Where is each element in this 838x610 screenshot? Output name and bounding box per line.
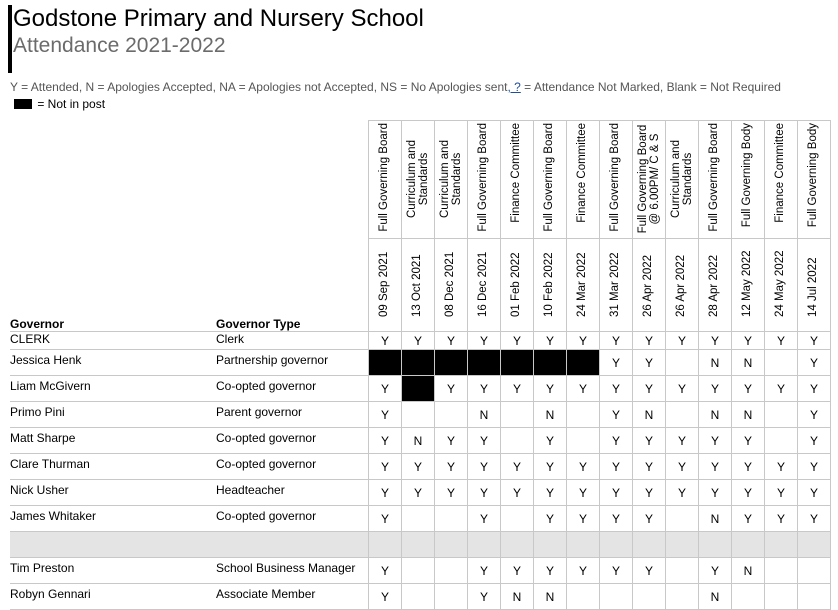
meeting-name-label: Full Governing Board bbox=[378, 123, 390, 232]
attendance-cell bbox=[435, 532, 468, 558]
meeting-date-label: 08 Dec 2021 bbox=[444, 251, 456, 317]
attendance-cell: Y bbox=[435, 332, 468, 350]
meeting-date-label: 26 Apr 2022 bbox=[675, 254, 687, 317]
meeting-date-header bbox=[699, 239, 732, 332]
attendance-cell bbox=[666, 402, 699, 428]
meeting-name-label: Full Governing Body bbox=[807, 123, 819, 228]
attendance-cell: Y bbox=[600, 506, 633, 532]
attendance-cell: Y bbox=[369, 584, 402, 610]
attendance-cell: Y bbox=[600, 480, 633, 506]
meeting-name-label: Curriculum and Standards bbox=[670, 140, 694, 218]
attendance-cell: Y bbox=[501, 376, 534, 402]
attendance-cell: Y bbox=[765, 454, 798, 480]
table-row bbox=[10, 332, 831, 350]
attendance-key bbox=[10, 80, 781, 94]
attendance-cell: Y bbox=[534, 376, 567, 402]
attendance-cell: Y bbox=[600, 454, 633, 480]
attendance-cell bbox=[567, 428, 600, 454]
attendance-cell: Y bbox=[468, 584, 501, 610]
meeting-name-header bbox=[600, 121, 633, 239]
attendance-cell: Y bbox=[798, 480, 831, 506]
meeting-name-header bbox=[765, 121, 798, 239]
meeting-name-label: Curriculum and Standards bbox=[439, 140, 463, 218]
governor-name: Tim Preston bbox=[10, 558, 216, 584]
meeting-name-label: Curriculum and Standards bbox=[406, 140, 430, 218]
meeting-date-label: 13 Oct 2021 bbox=[411, 254, 423, 317]
attendance-cell: Y bbox=[567, 376, 600, 402]
school-name: Godstone Primary and Nursery School bbox=[13, 5, 424, 32]
attendance-cell: Y bbox=[600, 558, 633, 584]
attendance-cell: N bbox=[402, 428, 435, 454]
attendance-cell: Y bbox=[633, 350, 666, 376]
attendance-cell bbox=[567, 584, 600, 610]
attendance-cell: Y bbox=[468, 480, 501, 506]
attendance-cell: Y bbox=[402, 454, 435, 480]
attendance-cell: Y bbox=[633, 376, 666, 402]
meeting-date-label: 26 Apr 2022 bbox=[642, 254, 654, 317]
attendance-cell: Y bbox=[369, 428, 402, 454]
attendance-cell: N bbox=[468, 402, 501, 428]
attendance-cell: N bbox=[633, 402, 666, 428]
governor-type: Headteacher bbox=[216, 480, 369, 506]
attendance-cell bbox=[633, 532, 666, 558]
meeting-name-label: Full Governing Board bbox=[708, 123, 720, 232]
attendance-cell bbox=[369, 532, 402, 558]
attendance-cell: Y bbox=[666, 480, 699, 506]
attendance-cell: Y bbox=[798, 454, 831, 480]
attendance-cell: Y bbox=[633, 332, 666, 350]
attendance-cell: Y bbox=[732, 506, 765, 532]
header-spacer bbox=[10, 121, 216, 239]
meeting-date-label: 10 Feb 2022 bbox=[543, 252, 555, 317]
meeting-date-label: 09 Sep 2021 bbox=[378, 251, 390, 317]
table-row bbox=[10, 584, 831, 610]
attendance-cell: Y bbox=[534, 506, 567, 532]
table-row bbox=[10, 558, 831, 584]
attendance-cell bbox=[765, 402, 798, 428]
attendance-cell: Y bbox=[369, 558, 402, 584]
governor-name: CLERK bbox=[10, 332, 216, 350]
meeting-date-header bbox=[732, 239, 765, 332]
attendance-cell: Y bbox=[600, 332, 633, 350]
key-text-rest: = Attendance Not Marked, Blank = Not Required bbox=[520, 80, 781, 94]
governor-name: Primo Pini bbox=[10, 402, 216, 428]
governor-name: Nick Usher bbox=[10, 480, 216, 506]
attendance-cell: Y bbox=[666, 332, 699, 350]
attendance-cell: N bbox=[732, 350, 765, 376]
attendance-cell: Y bbox=[699, 428, 732, 454]
attendance-cell bbox=[666, 584, 699, 610]
attendance-cell: Y bbox=[369, 454, 402, 480]
governor-name bbox=[10, 532, 216, 558]
attendance-cell: Y bbox=[600, 350, 633, 376]
attendance-cell bbox=[765, 350, 798, 376]
attendance-cell: Y bbox=[435, 480, 468, 506]
table-row bbox=[10, 376, 831, 402]
attendance-cell: Y bbox=[435, 454, 468, 480]
attendance-cell: Y bbox=[369, 480, 402, 506]
table-row bbox=[10, 506, 831, 532]
meeting-date-label: 12 May 2022 bbox=[741, 250, 753, 317]
not-in-post-cell bbox=[435, 350, 468, 376]
attendance-cell: Y bbox=[369, 506, 402, 532]
meeting-name-header bbox=[468, 121, 501, 239]
attendance-cell: Y bbox=[798, 428, 831, 454]
meeting-date-header bbox=[402, 239, 435, 332]
governor-name: Matt Sharpe bbox=[10, 428, 216, 454]
attendance-cell bbox=[435, 506, 468, 532]
attendance-cell bbox=[699, 532, 732, 558]
attendance-cell: Y bbox=[501, 558, 534, 584]
attendance-cell: N bbox=[699, 402, 732, 428]
meeting-date-header bbox=[765, 239, 798, 332]
attendance-cell: Y bbox=[765, 332, 798, 350]
governor-name: Jessica Henk bbox=[10, 350, 216, 376]
governor-type bbox=[216, 532, 369, 558]
attendance-cell bbox=[534, 532, 567, 558]
attendance-cell: Y bbox=[732, 454, 765, 480]
governor-type: Co-opted governor bbox=[216, 376, 369, 402]
attendance-cell: Y bbox=[567, 506, 600, 532]
attendance-cell bbox=[468, 532, 501, 558]
attendance-cell: Y bbox=[732, 376, 765, 402]
meeting-date-header bbox=[798, 239, 831, 332]
attendance-cell: Y bbox=[501, 454, 534, 480]
meeting-name-header bbox=[435, 121, 468, 239]
meeting-date-header bbox=[369, 239, 402, 332]
not-in-post-cell bbox=[501, 350, 534, 376]
attendance-cell: Y bbox=[468, 428, 501, 454]
attendance-cell: Y bbox=[468, 332, 501, 350]
meeting-name-label: Finance Committee bbox=[774, 123, 786, 223]
attendance-cell: Y bbox=[633, 428, 666, 454]
attendance-cell: Y bbox=[468, 558, 501, 584]
attendance-cell: Y bbox=[600, 376, 633, 402]
report-subtitle: Attendance 2021-2022 bbox=[13, 34, 226, 57]
header-spacer bbox=[216, 121, 369, 239]
not-in-post-cell bbox=[468, 350, 501, 376]
meeting-date-label: 24 May 2022 bbox=[774, 250, 786, 317]
column-header-governor-type: Governor Type bbox=[216, 317, 301, 331]
attendance-cell: Y bbox=[798, 376, 831, 402]
attendance-cell bbox=[402, 584, 435, 610]
column-header-governor: Governor bbox=[10, 317, 65, 331]
attendance-cell bbox=[732, 532, 765, 558]
meeting-date-row bbox=[10, 239, 831, 332]
attendance-cell: Y bbox=[567, 454, 600, 480]
attendance-cell: Y bbox=[732, 428, 765, 454]
meeting-date-header bbox=[567, 239, 600, 332]
attendance-cell bbox=[567, 532, 600, 558]
attendance-cell bbox=[402, 402, 435, 428]
attendance-cell bbox=[402, 506, 435, 532]
attendance-cell: N bbox=[699, 350, 732, 376]
governor-type: Parent governor bbox=[216, 402, 369, 428]
not-in-post-label: = Not in post bbox=[37, 97, 106, 111]
attendance-cell: Y bbox=[600, 402, 633, 428]
table-row bbox=[10, 350, 831, 376]
attendance-cell: N bbox=[501, 584, 534, 610]
governor-name: James Whitaker bbox=[10, 506, 216, 532]
governor-type: Co-opted governor bbox=[216, 454, 369, 480]
meeting-name-header bbox=[732, 121, 765, 239]
attendance-cell: Y bbox=[666, 428, 699, 454]
meeting-name-header bbox=[699, 121, 732, 239]
attendance-cell bbox=[435, 584, 468, 610]
attendance-cell bbox=[666, 350, 699, 376]
meeting-date-label: 31 Mar 2022 bbox=[609, 252, 621, 317]
attendance-cell: Y bbox=[633, 480, 666, 506]
attendance-cell: Y bbox=[567, 332, 600, 350]
attendance-cell: Y bbox=[468, 376, 501, 402]
attendance-cell bbox=[501, 428, 534, 454]
meeting-date-label: 01 Feb 2022 bbox=[510, 252, 522, 317]
attendance-cell: Y bbox=[501, 332, 534, 350]
attendance-cell: Y bbox=[534, 480, 567, 506]
table-row bbox=[10, 428, 831, 454]
attendance-cell: Y bbox=[732, 480, 765, 506]
attendance-cell bbox=[765, 584, 798, 610]
meeting-name-header bbox=[798, 121, 831, 239]
attendance-cell: Y bbox=[534, 558, 567, 584]
not-in-post-cell bbox=[567, 350, 600, 376]
attendance-cell: Y bbox=[765, 480, 798, 506]
table-row bbox=[10, 454, 831, 480]
attendance-cell: Y bbox=[699, 480, 732, 506]
governor-type: Clerk bbox=[216, 332, 369, 350]
meeting-name-label: Finance Committee bbox=[576, 123, 588, 223]
attendance-cell bbox=[765, 558, 798, 584]
attendance-cell bbox=[765, 428, 798, 454]
table-row bbox=[10, 402, 831, 428]
attendance-cell bbox=[435, 402, 468, 428]
attendance-cell: N bbox=[534, 402, 567, 428]
meeting-date-label: 14 Jul 2022 bbox=[807, 257, 819, 317]
meeting-date-header bbox=[534, 239, 567, 332]
governor-name: Liam McGivern bbox=[10, 376, 216, 402]
attendance-cell: Y bbox=[798, 350, 831, 376]
attendance-cell: N bbox=[534, 584, 567, 610]
governor-type: Associate Member bbox=[216, 584, 369, 610]
attendance-cell: Y bbox=[765, 376, 798, 402]
attendance-cell: Y bbox=[633, 506, 666, 532]
attendance-cell: Y bbox=[369, 402, 402, 428]
meeting-date-label: 16 Dec 2021 bbox=[477, 251, 489, 317]
attendance-cell bbox=[765, 532, 798, 558]
title-accent-bar bbox=[8, 5, 12, 73]
attendance-cell bbox=[435, 558, 468, 584]
meeting-name-label: Full Governing Board bbox=[609, 123, 621, 232]
meeting-name-label: Full Governing Board @ 6.00PM/ C & S bbox=[637, 124, 661, 234]
attendance-cell: Y bbox=[699, 376, 732, 402]
meeting-date-label: 24 Mar 2022 bbox=[576, 252, 588, 317]
meeting-name-header bbox=[633, 121, 666, 239]
attendance-cell: Y bbox=[468, 454, 501, 480]
attendance-cell: Y bbox=[501, 480, 534, 506]
governor-type: Co-opted governor bbox=[216, 428, 369, 454]
attendance-cell: Y bbox=[435, 376, 468, 402]
not-in-post-cell bbox=[402, 350, 435, 376]
not-in-post-cell bbox=[369, 350, 402, 376]
meeting-name-label: Full Governing Board bbox=[477, 123, 489, 232]
meeting-date-header bbox=[501, 239, 534, 332]
attendance-cell bbox=[567, 402, 600, 428]
attendance-table bbox=[10, 120, 831, 610]
not-in-post-swatch bbox=[14, 99, 32, 109]
attendance-cell bbox=[501, 532, 534, 558]
attendance-cell bbox=[633, 584, 666, 610]
attendance-cell: Y bbox=[666, 376, 699, 402]
attendance-cell: Y bbox=[534, 428, 567, 454]
attendance-cell: Y bbox=[369, 376, 402, 402]
attendance-cell: Y bbox=[798, 506, 831, 532]
attendance-cell bbox=[501, 402, 534, 428]
meeting-name-label: Full Governing Board bbox=[543, 123, 555, 232]
attendance-cell bbox=[402, 532, 435, 558]
attendance-cell bbox=[666, 532, 699, 558]
meeting-name-label: Finance Committee bbox=[510, 123, 522, 223]
governor-name: Robyn Gennari bbox=[10, 584, 216, 610]
attendance-cell: N bbox=[699, 584, 732, 610]
governor-name: Clare Thurman bbox=[10, 454, 216, 480]
not-in-post-cell bbox=[534, 350, 567, 376]
meeting-name-header bbox=[567, 121, 600, 239]
meeting-name-header bbox=[666, 121, 699, 239]
attendance-cell: Y bbox=[567, 558, 600, 584]
attendance-cell: Y bbox=[402, 480, 435, 506]
table-row bbox=[10, 480, 831, 506]
attendance-cell: Y bbox=[435, 428, 468, 454]
attendance-cell: Y bbox=[402, 332, 435, 350]
meeting-date-header bbox=[468, 239, 501, 332]
attendance-cell: Y bbox=[699, 558, 732, 584]
attendance-cell bbox=[600, 584, 633, 610]
attendance-cell: Y bbox=[798, 402, 831, 428]
not-in-post-cell bbox=[402, 376, 435, 402]
meeting-name-header bbox=[501, 121, 534, 239]
not-in-post-key bbox=[14, 97, 105, 111]
meeting-date-label: 28 Apr 2022 bbox=[708, 254, 720, 317]
attendance-cell: Y bbox=[567, 480, 600, 506]
attendance-cell: Y bbox=[369, 332, 402, 350]
attendance-cell: Y bbox=[732, 332, 765, 350]
meeting-name-header bbox=[402, 121, 435, 239]
attendance-cell bbox=[501, 506, 534, 532]
table-spacer-row bbox=[10, 532, 831, 558]
attendance-cell bbox=[732, 584, 765, 610]
meeting-name-header bbox=[534, 121, 567, 239]
attendance-cell bbox=[666, 558, 699, 584]
attendance-cell: N bbox=[699, 506, 732, 532]
attendance-cell: Y bbox=[633, 558, 666, 584]
attendance-cell: Y bbox=[798, 332, 831, 350]
attendance-cell: Y bbox=[765, 506, 798, 532]
attendance-cell bbox=[798, 532, 831, 558]
attendance-cell bbox=[666, 506, 699, 532]
meeting-date-header bbox=[633, 239, 666, 332]
key-text: Y = Attended, N = Apologies Accepted, NA = Apologies not Accepted, NS = No Apologies sent bbox=[10, 80, 508, 94]
governor-type: Partnership governor bbox=[216, 350, 369, 376]
attendance-cell: Y bbox=[699, 332, 732, 350]
attendance-cell: Y bbox=[633, 454, 666, 480]
attendance-cell bbox=[798, 584, 831, 610]
attendance-cell bbox=[798, 558, 831, 584]
attendance-cell: N bbox=[732, 402, 765, 428]
governor-type: Co-opted governor bbox=[216, 506, 369, 532]
meeting-name-label: Full Governing Body bbox=[741, 123, 753, 228]
attendance-cell: Y bbox=[468, 506, 501, 532]
attendance-cell: Y bbox=[699, 454, 732, 480]
attendance-cell: Y bbox=[600, 428, 633, 454]
meeting-date-header bbox=[666, 239, 699, 332]
attendance-cell: N bbox=[732, 558, 765, 584]
meeting-date-header bbox=[435, 239, 468, 332]
attendance-cell bbox=[600, 532, 633, 558]
meeting-date-header bbox=[600, 239, 633, 332]
attendance-cell: Y bbox=[534, 332, 567, 350]
meeting-name-row bbox=[10, 121, 831, 239]
attendance-cell: Y bbox=[534, 454, 567, 480]
governor-type: School Business Manager bbox=[216, 558, 369, 584]
attendance-cell bbox=[402, 558, 435, 584]
attendance-cell: Y bbox=[666, 454, 699, 480]
meeting-name-header bbox=[369, 121, 402, 239]
key-unmarked-symbol: , ? bbox=[507, 80, 521, 94]
